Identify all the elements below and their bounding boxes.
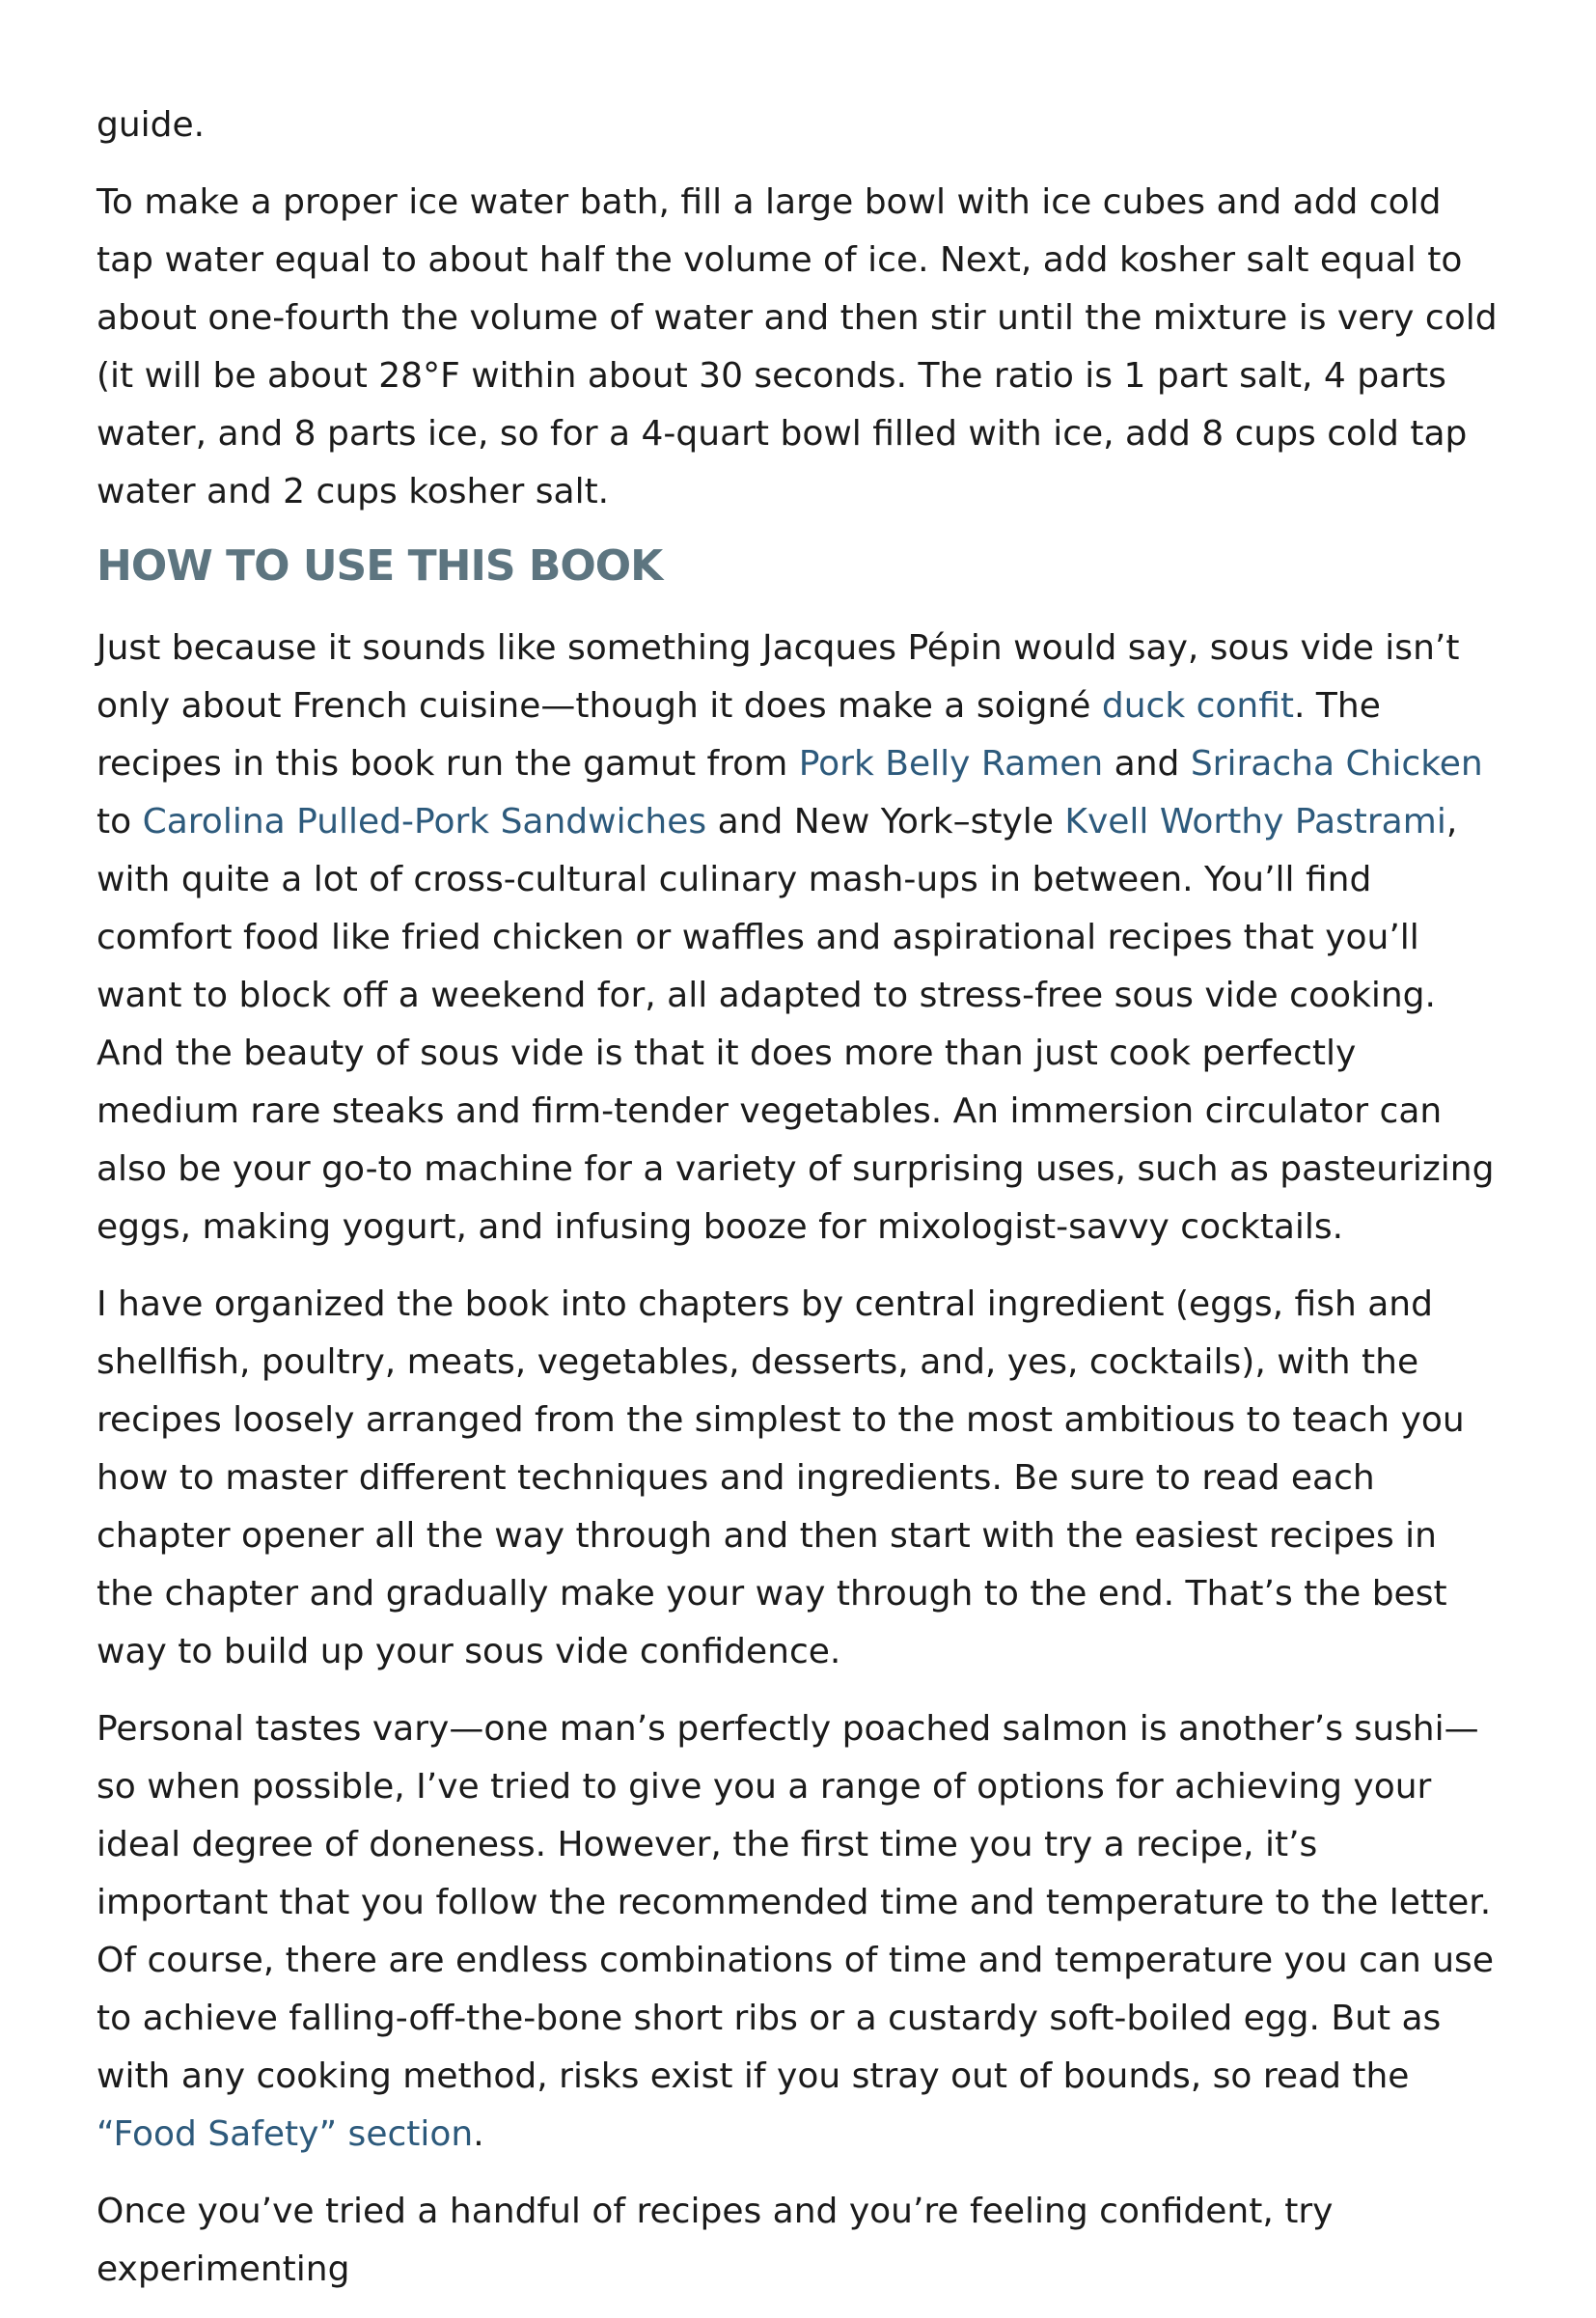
text-run: and New York–style [706, 802, 1065, 842]
document-page [96, 97, 1500, 2318]
link-food-safety-section[interactable]: “Food Safety” section [96, 2114, 474, 2154]
link-duck-confit[interactable]: duck confit [1101, 686, 1295, 726]
paragraph-experimenting: Once you’ve tried a handful of recipes and you’re feeling confident, try experimenting [96, 2192, 1334, 2289]
text-run: Personal tastes vary—one man’s perfectly poached salmon is another’s sushi—so when possible, I’ve tried to give you a range of options for achieving your ideal degree of doneness. However, the first time you try a recipe, it’s important that you follow the recommended time and temperature to the letter. Of course, there are endless combinations of time and temperature you can use to achieve falling-off-the-bone short ribs or a custardy soft-boiled egg. But as with any cooking method, risks exist if you stray out of bounds, so read the [96, 1709, 1494, 2096]
paragraph-ice-bath: To make a proper ice water bath, fill a large bowl with ice cubes and add cold tap water equal to about half the volume of ice. Next, add kosher salt equal to about one-fourth the volume of water and then stir until the mixture is very cold (it will be about 28°F within about 30 seconds. The ratio is 1 part salt, 4 parts water, and 8 parts ice, so for a 4-quart bowl filled with ice, add 8 cups cold tap water and 2 cups kosher salt. [96, 182, 1498, 511]
link-pork-belly-ramen[interactable]: Pork Belly Ramen [798, 744, 1104, 784]
text-run: . The recipes in this book run the gamut from [96, 686, 1381, 784]
paragraph-personal-tastes [96, 1700, 1500, 2164]
text-run: and [1103, 744, 1191, 784]
text-run: to [96, 802, 143, 842]
paragraph-guide: guide. [96, 105, 206, 145]
link-carolina-pulled-pork[interactable]: Carolina Pulled-Pork Sandwiches [142, 802, 707, 842]
text-run: Just because it sounds like something Jacques Pépin would say, sous vide isn’t only about French cuisine—though it does make a soigné [96, 628, 1460, 726]
text-run: , with quite a lot of cross-cultural culinary mash-ups in between. You’ll find comfort food like fried chicken or waffles and aspirational recipes that you’ll want to block off a weekend for, all adapted to stress-free sous vide cooking. And the beauty of sous vide is that it does more than just cook perfectly medium rare steaks and firm-tender vegetables. An immersion circulator can also be your go-to machine for a variety of surprising uses, such as pasteurizing eggs, making yogurt, and infusing booze for mixologist-savvy cocktails. [96, 802, 1495, 1247]
paragraph-intro [96, 620, 1500, 1256]
section-heading: HOW TO USE THIS BOOK [96, 541, 663, 591]
text-run: . [473, 2114, 484, 2154]
link-kvell-worthy-pastrami[interactable]: Kvell Worthy Pastrami [1064, 802, 1446, 842]
link-sriracha-chicken[interactable]: Sriracha Chicken [1190, 744, 1483, 784]
paragraph-chapters: I have organized the book into chapters by central ingredient (eggs, fish and shellfish, poultry, meats, vegetables, desserts, and, yes, cocktails), with the recipes loosely arranged from the simplest to the most ambitious to teach you how to master different techniques and ingredients. Be sure to read each chapter opener all the way through and then start with the easiest recipes in the chapter and gradually make your way through to the end. That’s the best way to build up your sous vide confidence. [96, 1284, 1465, 1671]
